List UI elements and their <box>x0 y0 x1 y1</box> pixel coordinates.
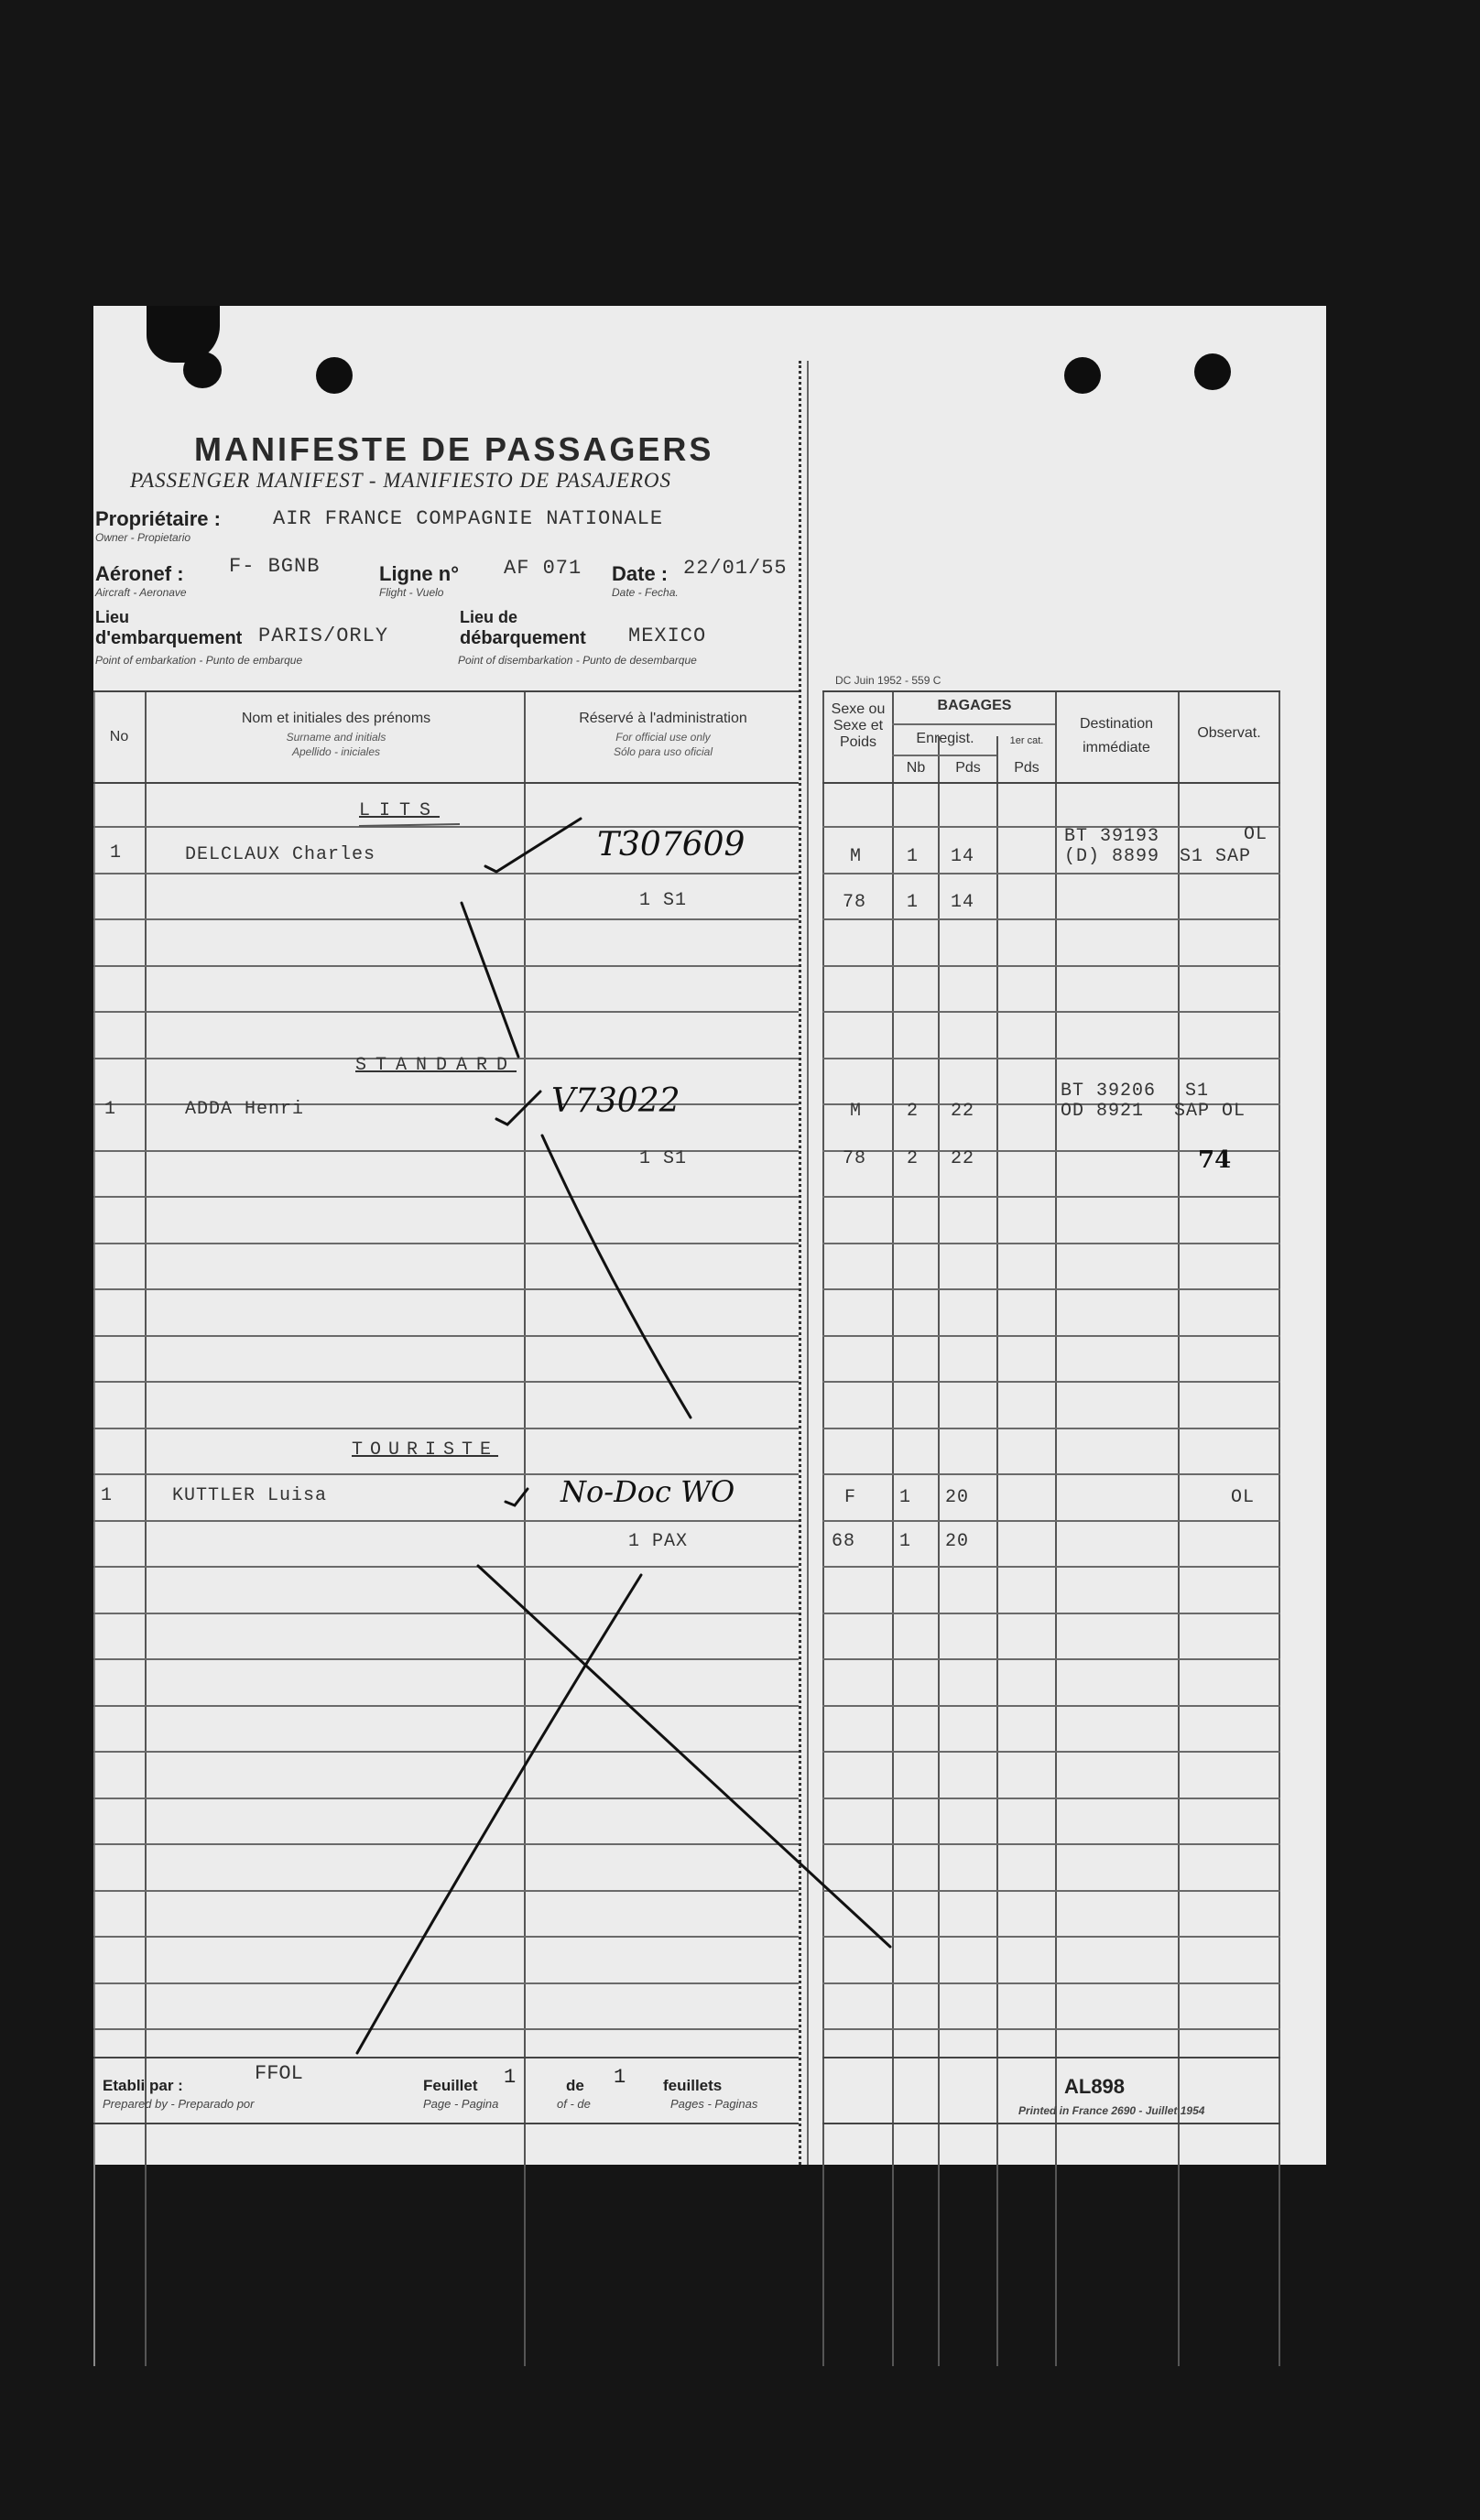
destination-1: BT 39206 <box>1061 1081 1157 1102</box>
bag-pds: 14 <box>951 846 975 867</box>
manifest-title: MANIFESTE DE PASSAGERS <box>194 430 714 468</box>
header-no: No <box>109 729 129 744</box>
class-label-standard: STANDARD <box>355 1055 517 1076</box>
header-observ: Observat. <box>1197 725 1261 741</box>
date-value: 22/01/55 <box>683 557 788 580</box>
bag-pds-2: 14 <box>951 892 975 913</box>
header-cabin: 1er cat. <box>1009 735 1044 746</box>
header-destination: Destination immédiate <box>1079 716 1154 755</box>
observ-2: SAP OL <box>1174 1101 1246 1122</box>
strike-line-2 <box>542 1135 691 1418</box>
footer-of-sub: of - de <box>557 2097 591 2111</box>
bag-nb-2: 1 <box>907 892 920 913</box>
line-sublabel: Flight - Vuelo <box>379 586 444 599</box>
footer-sheets-label: feuillets <box>663 2077 723 2094</box>
checkmark-3 <box>506 1489 528 1505</box>
disembark-value: MEXICO <box>628 625 707 647</box>
observ-1: S1 <box>1185 1081 1210 1102</box>
passenger-name: KUTTLER Luisa <box>172 1485 328 1506</box>
line-label: Ligne n° <box>379 562 460 585</box>
weight: 78 <box>843 1148 867 1169</box>
sex: F <box>844 1487 857 1508</box>
weight: 78 <box>843 892 867 913</box>
footer-rule <box>93 2123 799 2124</box>
owner-label: Propriétaire : <box>95 507 221 530</box>
embark-label-1: Lieu <box>95 608 130 626</box>
bag-pds: 20 <box>945 1487 970 1508</box>
header-pds: Pds <box>955 760 981 776</box>
passenger-no: 1 <box>104 1099 117 1120</box>
footer-prepared-value: FFOL <box>255 2062 303 2085</box>
observ-1: OL <box>1231 1487 1256 1508</box>
embark-value: PARIS/ORLY <box>258 625 389 647</box>
footer-form-number: AL898 <box>1064 2075 1126 2098</box>
aircraft-label: Aéronef : <box>95 562 184 585</box>
header-pds-2: Pds <box>1014 760 1039 776</box>
class-label-lits: LITS <box>359 800 441 821</box>
footer-sheets-sub: Pages - Paginas <box>670 2097 758 2111</box>
weight: 68 <box>832 1531 856 1552</box>
destination-1: BT 39193 <box>1064 826 1160 847</box>
passenger-no: 1 <box>101 1485 114 1506</box>
sex: M <box>850 1101 863 1122</box>
admin-sub: 1 S1 <box>639 1148 688 1169</box>
date-sublabel: Date - Fecha. <box>612 586 679 599</box>
bag-nb: 1 <box>907 846 920 867</box>
footer-of-value: 1 <box>614 2066 626 2089</box>
strike-line-4 <box>357 1575 641 2053</box>
footer-sheet-value: 1 <box>504 2066 517 2089</box>
bag-pds-2: 20 <box>945 1531 970 1552</box>
checkmark-1 <box>485 819 581 872</box>
footer-prepared-label: Etabli par : <box>103 2077 183 2094</box>
header-name-sub-1: Surname and initials <box>286 731 386 744</box>
line-value: AF 071 <box>504 557 582 580</box>
admin-handwritten: No-Doc WO <box>560 1474 735 1509</box>
bag-nb-2: 1 <box>899 1531 912 1552</box>
disembark-label-2: débarquement <box>460 628 586 648</box>
admin-sub: 1 S1 <box>639 890 688 911</box>
destination-2: (D) 8899 <box>1064 846 1160 867</box>
manifest-sheet <box>93 306 1326 2165</box>
passenger-name: ADDA Henri <box>185 1099 305 1120</box>
disembark-label-1: Lieu de <box>460 608 518 626</box>
header-nb: Nb <box>906 760 926 776</box>
footer-prepared-sub: Prepared by - Preparado por <box>103 2097 255 2111</box>
aircraft-value: F- BGNB <box>229 555 321 578</box>
observ-handwritten: 74 <box>1198 1146 1232 1174</box>
bag-nb: 1 <box>899 1487 912 1508</box>
bag-pds: 22 <box>951 1101 975 1122</box>
header-admin: Réservé à l'administration <box>579 711 747 726</box>
observ-2: S1 SAP <box>1180 846 1252 867</box>
header-name-sub-2: Apellido - iniciales <box>291 745 381 758</box>
bag-pds-2: 22 <box>951 1148 975 1169</box>
footer-rule-right <box>822 2123 1280 2124</box>
owner-sublabel: Owner - Propietario <box>95 531 191 544</box>
header-name: Nom et initiales des prénoms <box>241 711 431 726</box>
header-baggage: BAGAGES <box>937 698 1012 713</box>
admin-sub: 1 PAX <box>628 1531 689 1552</box>
checkmark-2 <box>496 1092 540 1124</box>
passenger-name: DELCLAUX Charles <box>185 844 376 865</box>
admin-handwritten: T307609 <box>597 826 745 864</box>
header-registered: Enregist. <box>916 731 974 746</box>
header-admin-sub-2: Sólo para uso oficial <box>613 745 713 758</box>
class-label-touriste: TOURISTE <box>352 1439 499 1461</box>
bag-nb-2: 2 <box>907 1148 920 1169</box>
sex: M <box>850 846 863 867</box>
ink-strokes <box>93 306 1326 2165</box>
bag-nb: 2 <box>907 1101 920 1122</box>
disembark-sublabel: Point of disembarkation - Punto de desembarque <box>458 654 697 667</box>
admin-handwritten: V73022 <box>551 1082 680 1120</box>
passenger-no: 1 <box>110 842 123 864</box>
footer-sheet-sub: Page - Pagina <box>423 2097 499 2111</box>
strike-line-1 <box>462 903 518 1057</box>
header-sex: Sexe ou Sexe et Poids <box>831 701 886 750</box>
observ-1: OL <box>1244 824 1268 845</box>
footer-printed: Printed in France 2690 - Juillet 1954 <box>1018 2104 1205 2117</box>
header-admin-sub-1: For official use only <box>615 731 711 744</box>
form-code: DC Juin 1952 - 559 C <box>835 674 941 687</box>
manifest-subtitle: PASSENGER MANIFEST - MANIFIESTO DE PASAJEROS <box>130 469 672 492</box>
owner-value: AIR FRANCE COMPAGNIE NATIONALE <box>273 507 664 530</box>
strike-line-3 <box>478 1566 890 1947</box>
embark-label-2: d'embarquement <box>95 628 243 648</box>
underline-lits <box>359 824 460 826</box>
aircraft-sublabel: Aircraft - Aeronave <box>95 586 187 599</box>
footer-of-label: de <box>566 2077 584 2094</box>
embark-sublabel: Point of embarkation - Punto de embarque <box>95 654 303 667</box>
footer-sheet-label: Feuillet <box>423 2077 478 2094</box>
destination-2: OD 8921 <box>1061 1101 1145 1122</box>
date-label: Date : <box>612 562 669 585</box>
